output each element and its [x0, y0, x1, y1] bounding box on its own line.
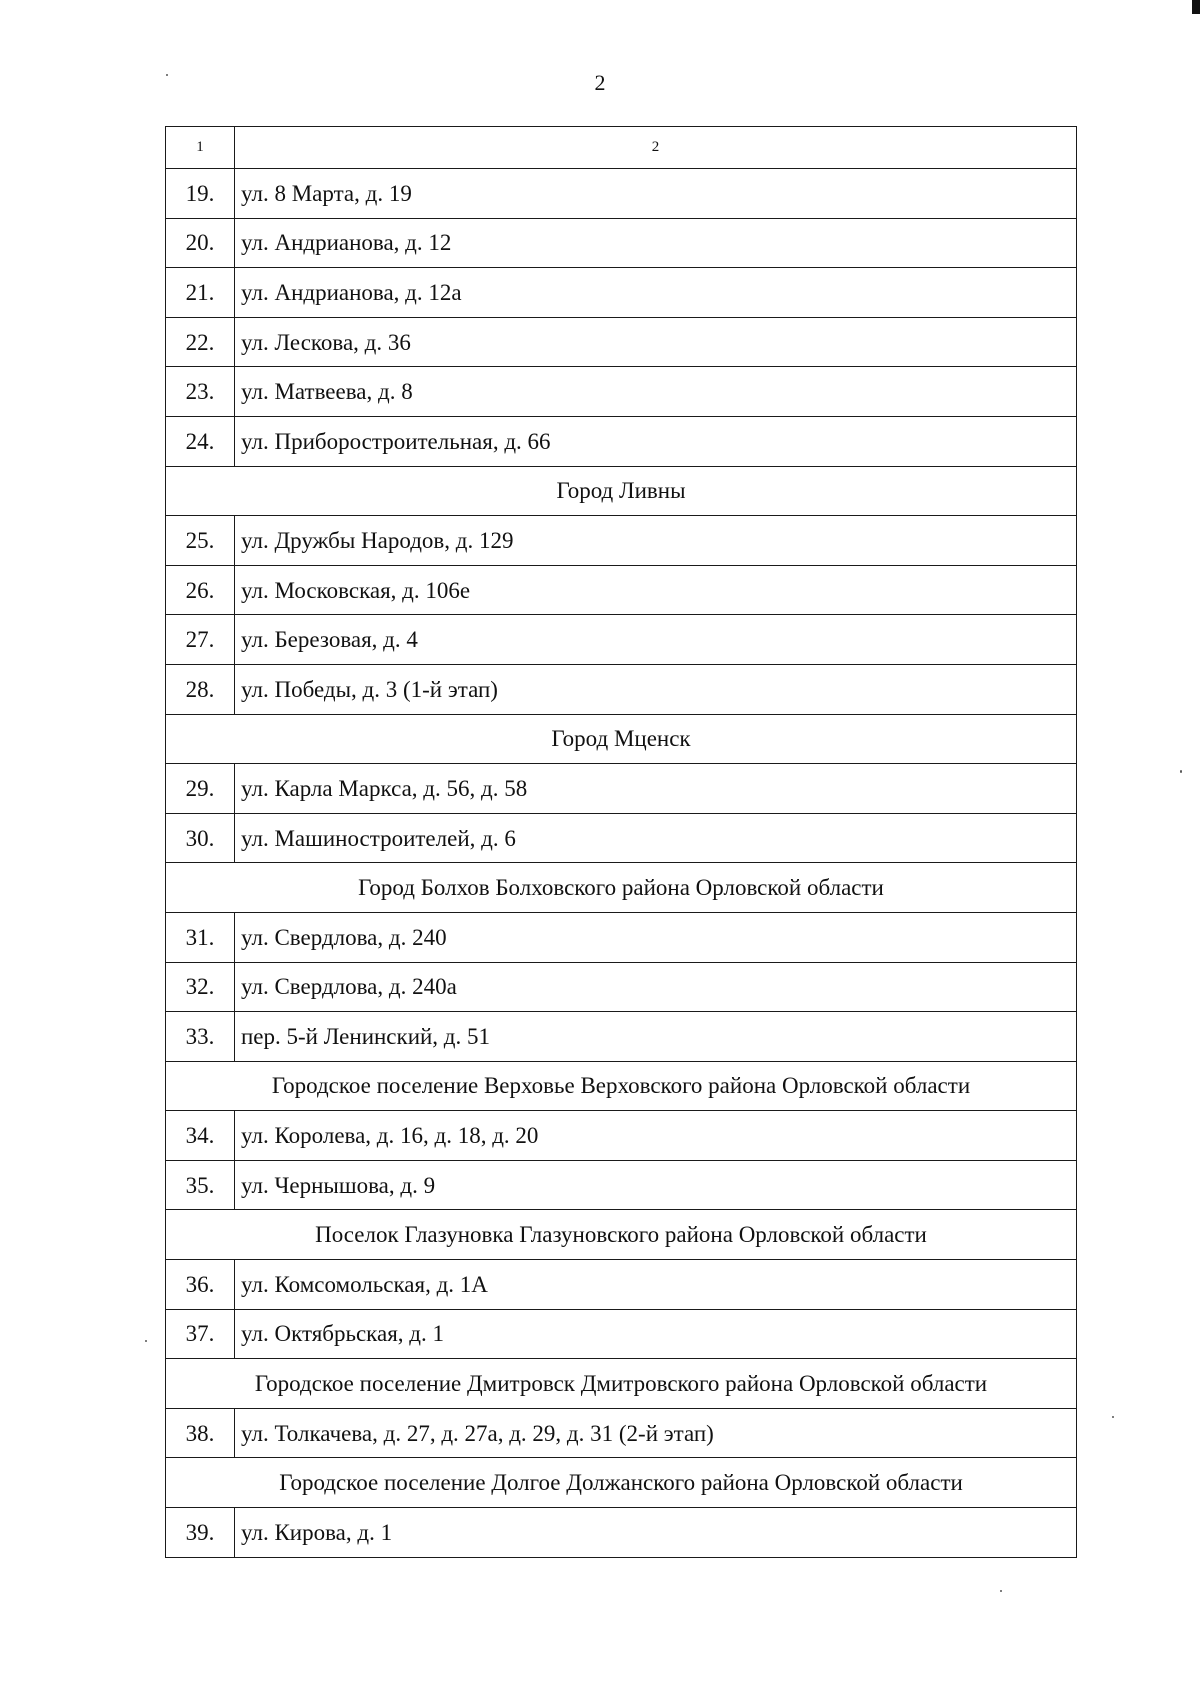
- table-row: [166, 565, 1077, 615]
- address-table-body: [166, 127, 1077, 1558]
- table-row: [166, 1160, 1077, 1210]
- table-row: [166, 912, 1077, 962]
- row-number: 38.: [166, 1408, 235, 1458]
- row-address: ул. 8 Марта, д. 19: [235, 169, 1077, 219]
- table-row: [166, 1408, 1077, 1458]
- section-header-row: [166, 714, 1077, 764]
- row-address: ул. Московская, д. 106е: [235, 565, 1077, 615]
- scan-speck: [145, 1340, 147, 1342]
- section-header-row: [166, 1210, 1077, 1260]
- row-address: ул. Матвеева, д. 8: [235, 367, 1077, 417]
- table-row: [166, 169, 1077, 219]
- row-address: ул. Андрианова, д. 12а: [235, 268, 1077, 318]
- section-title: Городское поселение Дмитровск Дмитровского района Орловской области: [166, 1359, 1077, 1409]
- section-header-row: [166, 863, 1077, 913]
- row-address: ул. Лескова, д. 36: [235, 317, 1077, 367]
- table-row: [166, 1012, 1077, 1062]
- header-col-1: 1: [166, 127, 235, 169]
- section-header-row: [166, 1359, 1077, 1409]
- row-address: ул. Дружбы Народов, д. 129: [235, 516, 1077, 566]
- row-address: ул. Свердлова, д. 240: [235, 912, 1077, 962]
- row-address: ул. Чернышова, д. 9: [235, 1160, 1077, 1210]
- row-number: 30.: [166, 813, 235, 863]
- row-number: 20.: [166, 218, 235, 268]
- row-address: ул. Победы, д. 3 (1-й этап): [235, 664, 1077, 714]
- row-number: 39.: [166, 1508, 235, 1558]
- table-row: [166, 664, 1077, 714]
- scan-speck: [1180, 770, 1182, 773]
- row-number: 29.: [166, 764, 235, 814]
- section-header-row: [166, 1061, 1077, 1111]
- section-header-row: [166, 1458, 1077, 1508]
- table-row: [166, 516, 1077, 566]
- section-header-row: [166, 466, 1077, 516]
- row-number: 33.: [166, 1012, 235, 1062]
- table-row: [166, 1508, 1077, 1558]
- row-address: ул. Кирова, д. 1: [235, 1508, 1077, 1558]
- row-address: ул. Андрианова, д. 12: [235, 218, 1077, 268]
- table-row: [166, 1260, 1077, 1310]
- row-address: пер. 5-й Ленинский, д. 51: [235, 1012, 1077, 1062]
- table-row: [166, 962, 1077, 1012]
- scan-speck: [1112, 1416, 1114, 1418]
- table-row: [166, 416, 1077, 466]
- row-address: ул. Королева, д. 16, д. 18, д. 20: [235, 1111, 1077, 1161]
- row-address: ул. Карла Маркса, д. 56, д. 58: [235, 764, 1077, 814]
- scan-speck: [1000, 1590, 1002, 1592]
- row-number: 21.: [166, 268, 235, 318]
- row-number: 27.: [166, 615, 235, 665]
- scan-speck: [166, 74, 168, 76]
- address-table: [165, 126, 1077, 1558]
- table-row: [166, 1309, 1077, 1359]
- row-number: 19.: [166, 169, 235, 219]
- section-title: Город Мценск: [166, 714, 1077, 764]
- row-address: ул. Березовая, д. 4: [235, 615, 1077, 665]
- table-row: [166, 1111, 1077, 1161]
- table-row: [166, 367, 1077, 417]
- row-address: ул. Приборостроительная, д. 66: [235, 416, 1077, 466]
- row-number: 23.: [166, 367, 235, 417]
- row-number: 37.: [166, 1309, 235, 1359]
- row-number: 24.: [166, 416, 235, 466]
- table-row: [166, 813, 1077, 863]
- section-title: Город Болхов Болховского района Орловской области: [166, 863, 1077, 913]
- row-number: 32.: [166, 962, 235, 1012]
- row-number: 26.: [166, 565, 235, 615]
- section-title: Городское поселение Верховье Верховского района Орловской области: [166, 1061, 1077, 1111]
- section-title: Городское поселение Долгое Должанского района Орловской области: [166, 1458, 1077, 1508]
- table-row: [166, 764, 1077, 814]
- row-address: ул. Октябрьская, д. 1: [235, 1309, 1077, 1359]
- table-row: [166, 317, 1077, 367]
- scan-corner-mark: [1192, 0, 1200, 14]
- row-number: 22.: [166, 317, 235, 367]
- page-number: 2: [594, 70, 606, 95]
- table-row: [166, 615, 1077, 665]
- section-title: Поселок Глазуновка Глазуновского района Орловской области: [166, 1210, 1077, 1260]
- row-number: 25.: [166, 516, 235, 566]
- row-address: ул. Свердлова, д. 240а: [235, 962, 1077, 1012]
- row-number: 28.: [166, 664, 235, 714]
- table-row: [166, 218, 1077, 268]
- row-address: ул. Комсомольская, д. 1А: [235, 1260, 1077, 1310]
- header-col-2: 2: [235, 127, 1077, 169]
- row-address: ул. Толкачева, д. 27, д. 27а, д. 29, д. 31 (2-й этап): [235, 1408, 1077, 1458]
- table-row: [166, 268, 1077, 318]
- section-title: Город Ливны: [166, 466, 1077, 516]
- row-number: 34.: [166, 1111, 235, 1161]
- row-number: 35.: [166, 1160, 235, 1210]
- row-number: 36.: [166, 1260, 235, 1310]
- row-address: ул. Машиностроителей, д. 6: [235, 813, 1077, 863]
- row-number: 31.: [166, 912, 235, 962]
- table-header-row: [166, 127, 1077, 169]
